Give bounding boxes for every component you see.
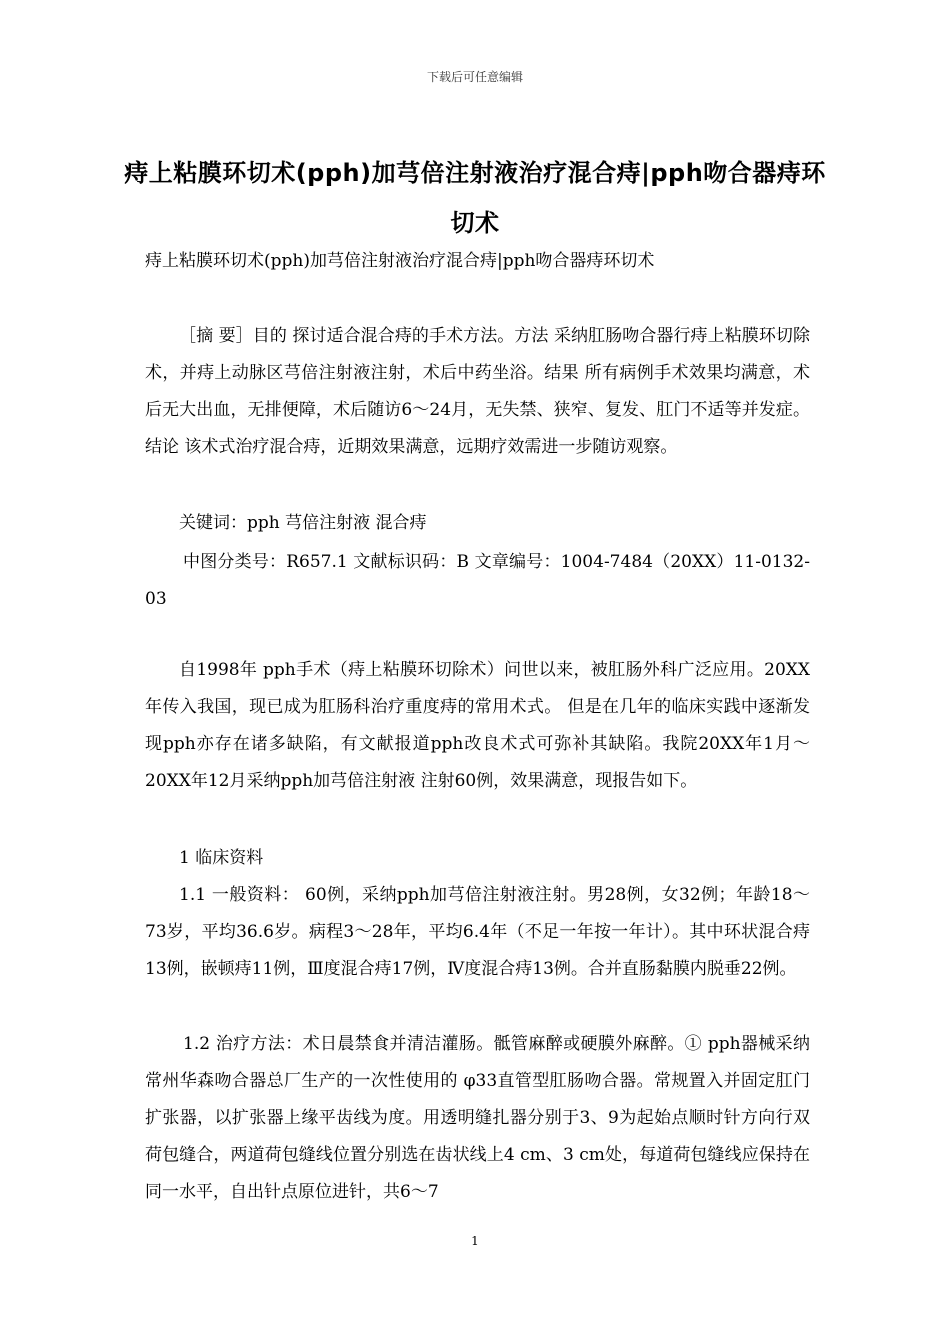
document-title: 痔上粘膜环切术(pph)加芎倍注射液治疗混合痔|pph吻合器痔环切术: [124, 159, 826, 237]
page-number: 1: [471, 1234, 479, 1248]
section-1-2-paragraph: 1.2 治疗方法：术日晨禁食并清洁灌肠。骶管麻醉或硬膜外麻醉。① pph器械采纳常州华森吻合器总厂生产的一次性使用的 φ33直管型肛肠吻合器。常规置入并固定肛门扩张器，以扩张器上缘平齿线为度。用透明缝扎器分别于3、9为起始点顺时针方向行双荷包缝合，两道荷包缝线位置分别选在齿状线上4 cm、3 cm处，每道荷包缝线应保持在同一水平，自出针点原位进针，共6～7: [145, 1034, 810, 1202]
document-subtitle: 痔上粘膜环切术(pph)加芎倍注射液治疗混合痔|pph吻合器痔环切术: [145, 251, 655, 271]
intro-paragraph: 自1998年 pph手术（痔上粘膜环切除术）问世以来，被肛肠外科广泛应用。20XX年传入我国，现已成为肛肠科治疗重度痔的常用术式。 但是在几年的临床实践中逐渐发现pph亦存在诸多缺陷，有文献报道pph改良术式可弥补其缺陷。我院20XX年1月～20XX年12月采纳pph加芎倍注射液 注射60例，效果满意，现报告如下。: [145, 660, 810, 791]
section-1-1-paragraph: 1.1 一般资料： 60例，采纳pph加芎倍注射液注射。男28例，女32例；年龄18～73岁，平均36.6岁。病程3～28年，平均6.4年（不足一年按一年计）。其中环状混合痔13例，嵌顿痔11例，Ⅲ度混合痔17例，Ⅳ度混合痔13例。合并直肠黏膜内脱垂22例。: [145, 885, 810, 979]
keywords-line: 关键词：pph 芎倍注射液 混合痔: [179, 513, 427, 533]
classification-line: 中图分类号：R657.1 文献标识码：B 文章编号：1004-7484（20XX）11-0132-03: [145, 552, 810, 609]
page-header-note: 下载后可任意编辑: [426, 70, 523, 84]
abstract-paragraph: ［摘 要］目的 探讨适合混合痔的手术方法。方法 采纳肛肠吻合器行痔上粘膜环切除术，并痔上动脉区芎倍注射液注射，术后中药坐浴。结果 所有病例手术效果均满意，术后无大出血，无排便障，术后随访6～24月，无失禁、狭窄、复发、肛门不适等并发症。结论 该术式治疗混合痔，近期效果满意，远期疗效需进一步随访观察。: [145, 326, 810, 457]
section-heading: 1 临床资料: [179, 848, 264, 868]
